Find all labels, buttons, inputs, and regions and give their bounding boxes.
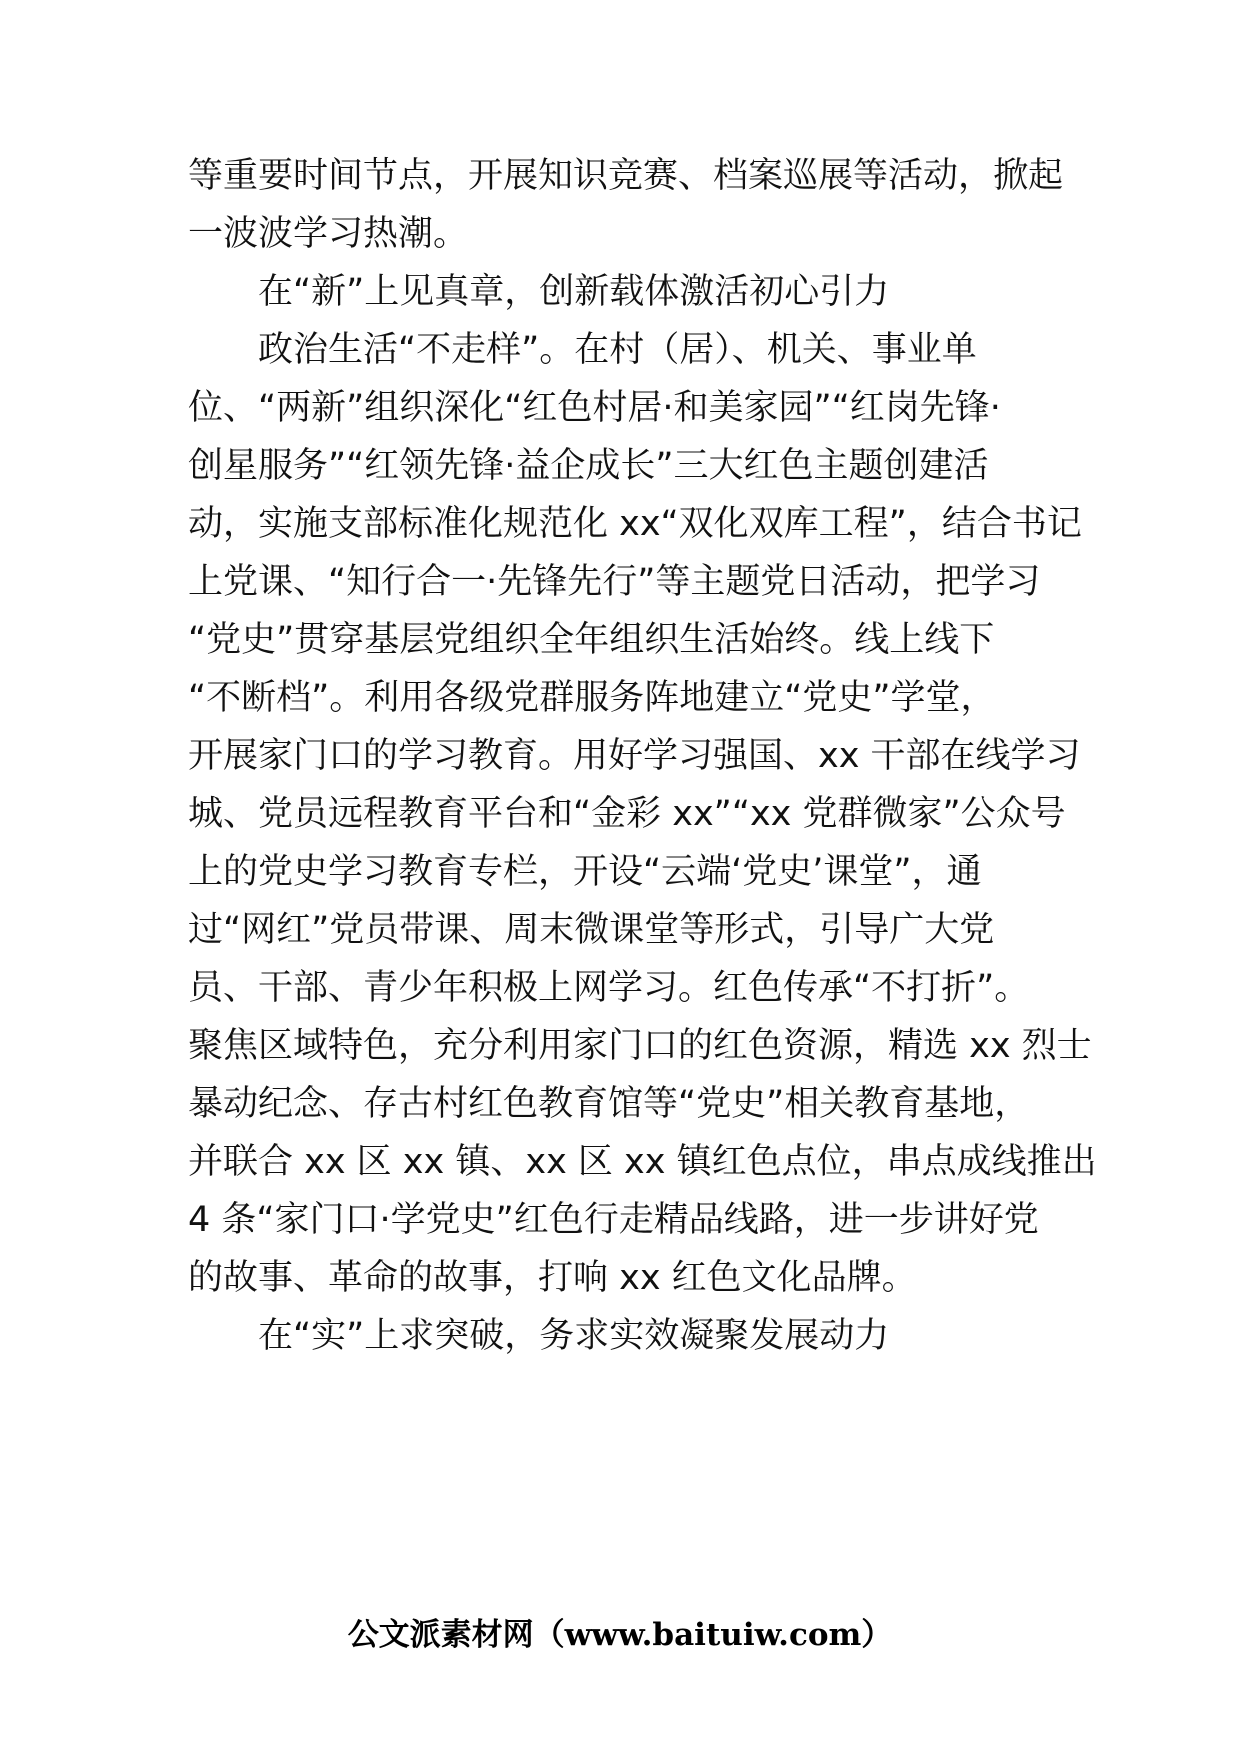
paragraph-2-line-4: 动，实施支部标准化规范化 xx“双化双库工程”，结合书记 [188,504,1082,544]
paragraph-2-line-16: 4 条“家门口·学党史”红色行走精品线路，进一步讲好党 [188,1200,1039,1240]
paragraph-2-line-8: 开展家门口的学习教育。用好学习强国、xx 干部在线学习 [188,736,1081,776]
paragraph-2-line-17: 的故事、革命的故事，打响 xx 红色文化品牌。 [188,1258,917,1298]
paragraph-2-line-11: 过“网红”党员带课、周末微课堂等形式，引导广大党 [188,910,995,950]
footer-watermark: 公文派素材网（www.baituiw.com） [347,1617,893,1653]
section-heading-new: 在“新”上见真章，创新载体激活初心引力 [258,272,890,312]
paragraph-2-line-5: 上党课、“知行合一·先锋先行”等主题党日活动，把学习 [188,562,1041,602]
paragraph-1-line-2: 一波波学习热潮。 [188,214,469,254]
paragraph-2-line-1: 政治生活“不走样”。在村（居）、机关、事业单 [258,330,977,370]
paragraph-1-line-1: 等重要时间节点，开展知识竞赛、档案巡展等活动，掀起 [188,156,1064,196]
section-heading-shi: 在“实”上求突破，务求实效凝聚发展动力 [258,1316,890,1356]
paragraph-2-line-15: 并联合 xx 区 xx 镇、xx 区 xx 镇红色点位，串点成线推出 [188,1142,1097,1182]
paragraph-2-line-13: 聚焦区域特色，充分利用家门口的红色资源，精选 xx 烈士 [188,1026,1092,1066]
paragraph-2-line-14: 暴动纪念、存古村红色教育馆等“党史”相关教育基地， [188,1084,1030,1124]
paragraph-2-line-3: 创星服务”“红领先锋·益企成长”三大红色主题创建活 [188,446,989,486]
paragraph-2-line-9: 城、党员远程教育平台和“金彩 xx”“xx 党群微家”公众号 [188,794,1066,834]
paragraph-2-line-7: “不断档”。利用各级党群服务阵地建立“党史”学堂， [188,678,996,718]
paragraph-2-line-6: “党史”贯穿基层党组织全年组织生活始终。线上线下 [188,620,995,660]
paragraph-2-line-2: 位、“两新”组织深化“红色村居·和美家园”“红岗先锋· [188,388,1001,428]
paragraph-2-line-12: 员、干部、青少年积极上网学习。红色传承“不打折”。 [188,968,1030,1008]
paragraph-2-line-10: 上的党史学习教育专栏，开设“云端‘党史’课堂”，通 [188,852,982,892]
